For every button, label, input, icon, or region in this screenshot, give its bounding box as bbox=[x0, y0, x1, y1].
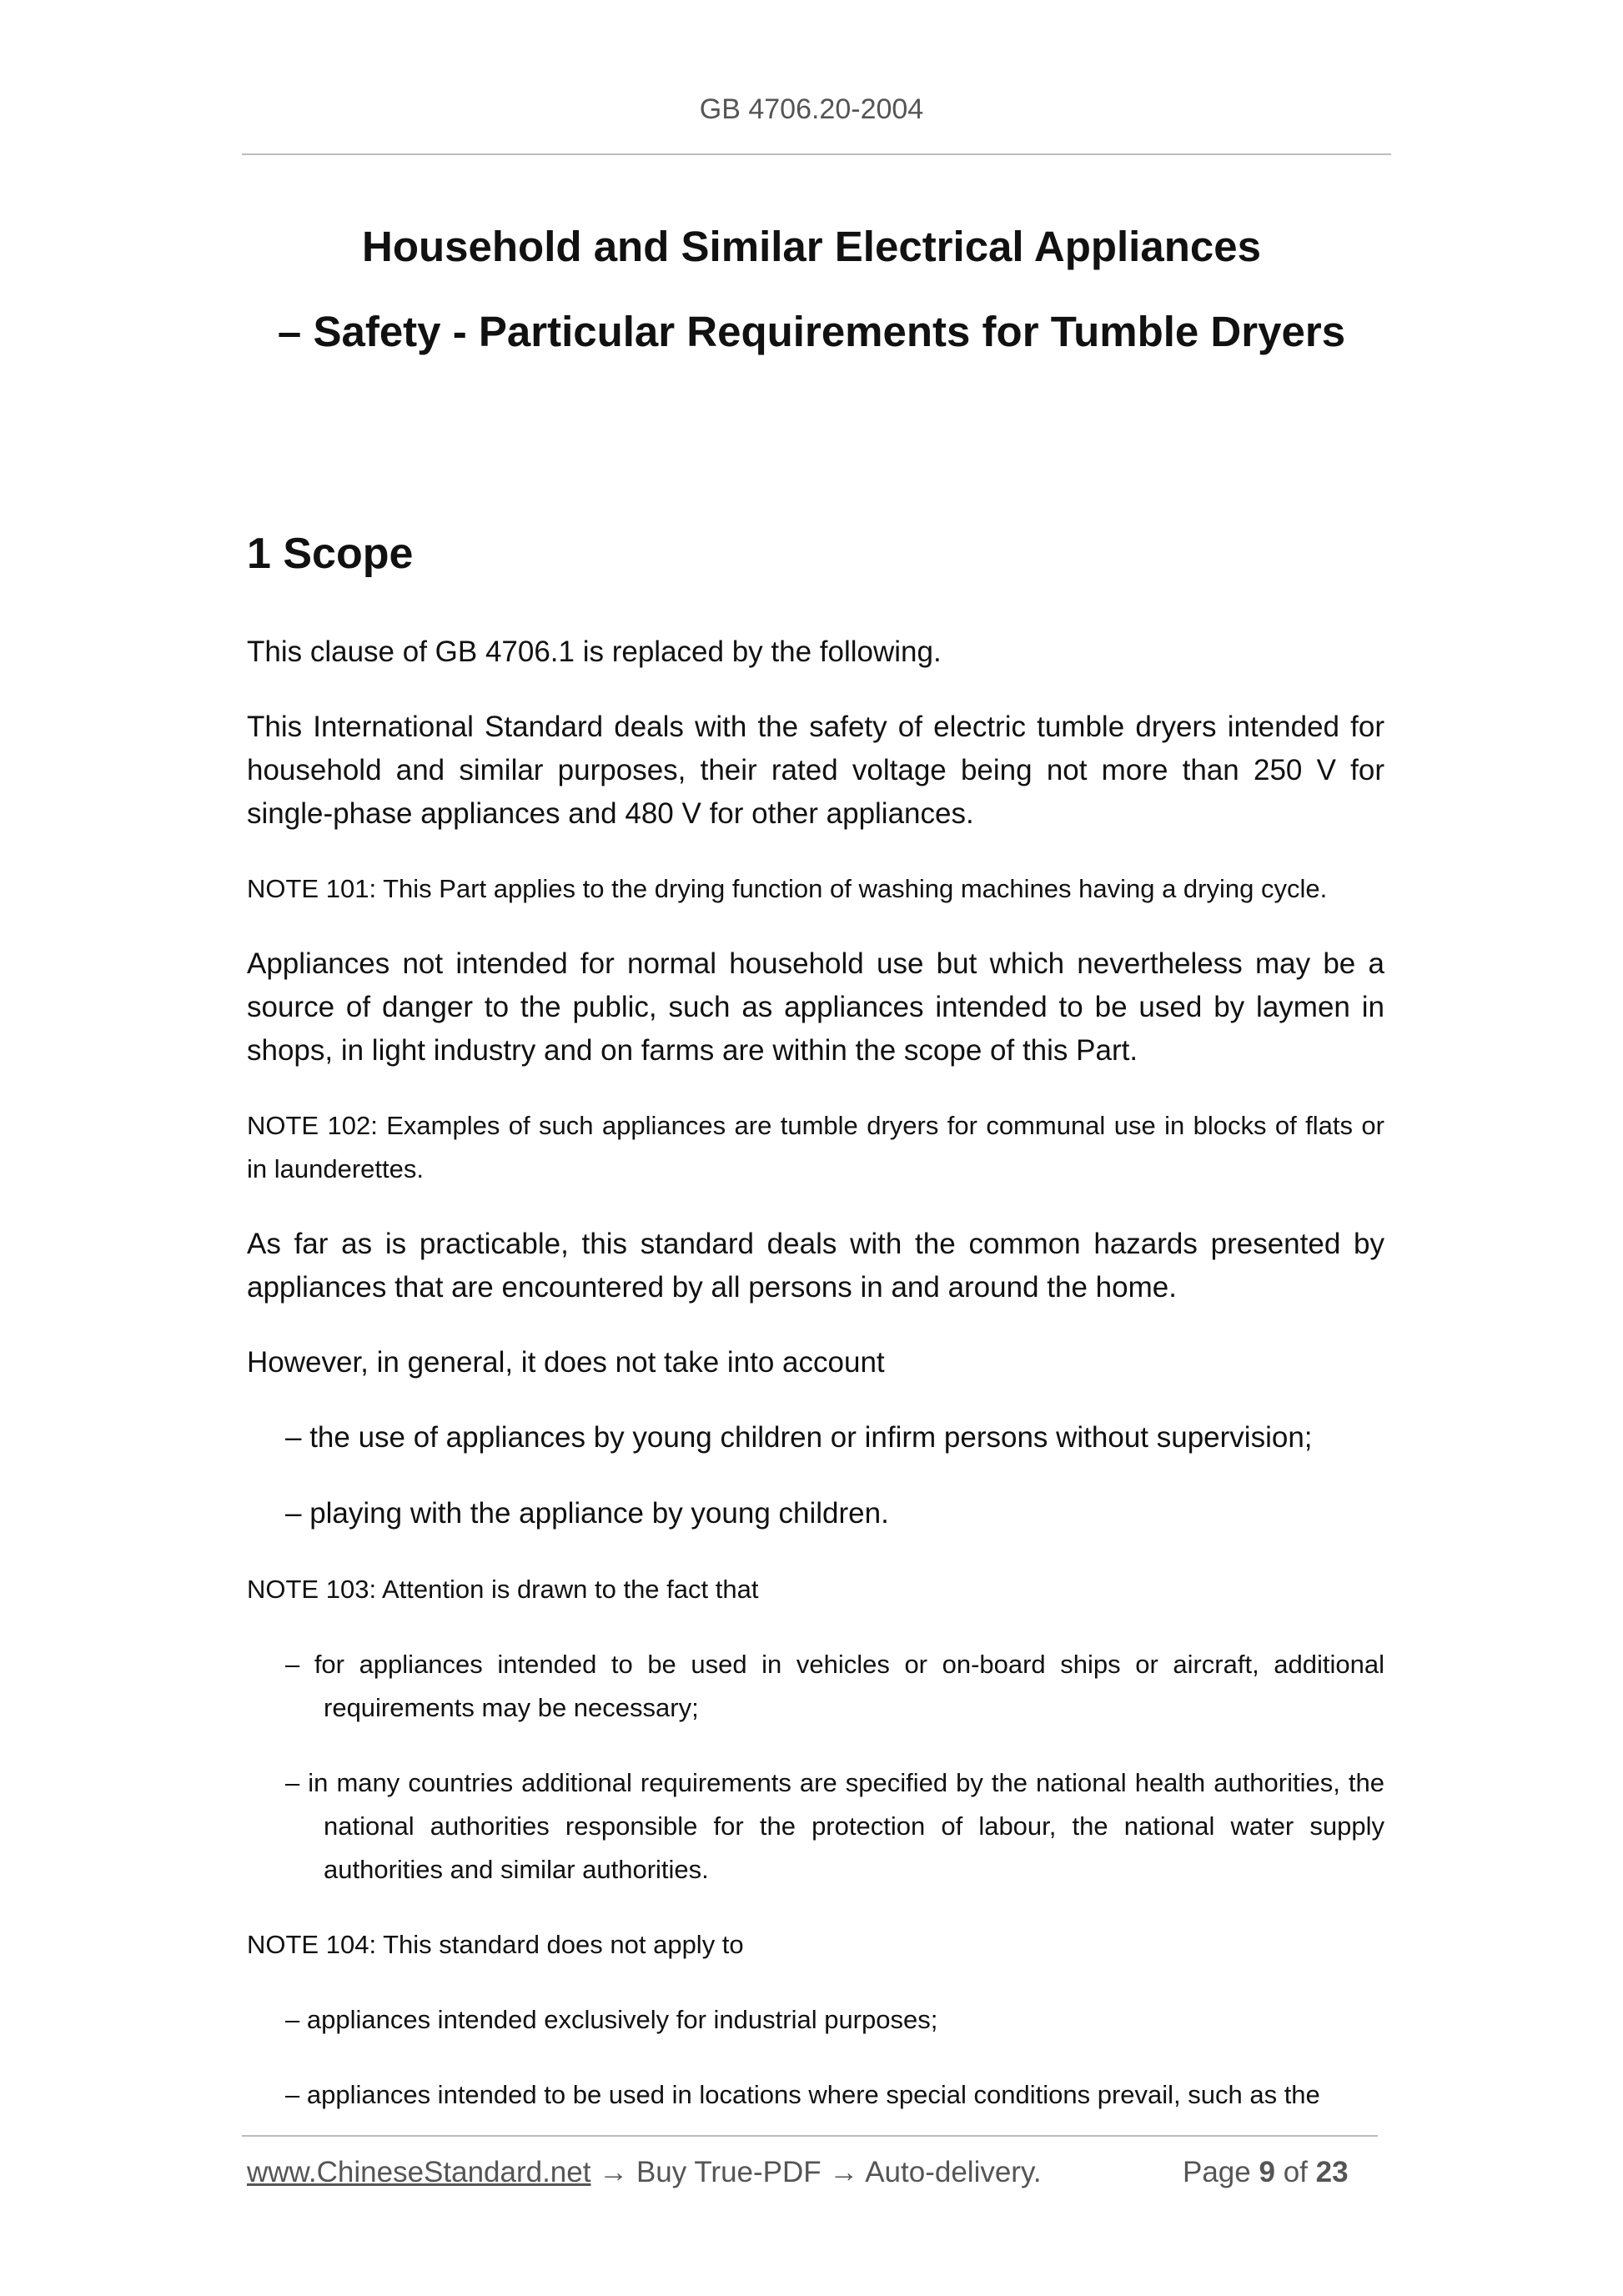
arrow-right-icon: → bbox=[829, 2156, 859, 2188]
list-item: – appliances intended to be used in locations where special conditions prevail, such as the bbox=[285, 2080, 1320, 2109]
page-label: Page bbox=[1183, 2156, 1251, 2188]
paragraph-text: This clause of GB 4706.1 is replaced by the following. bbox=[247, 636, 942, 668]
page-header-standard-code: GB 4706.20-2004 bbox=[699, 93, 924, 125]
document-title-line-1: Household and Similar Electrical Appliances bbox=[362, 223, 1261, 270]
list-item: – for appliances intended to be used in vehicles or on-board ships or aircraft, additional requirements may be necessary; bbox=[285, 1650, 1384, 1722]
note-103 bbox=[247, 1568, 1384, 1611]
paragraph-text: As far as is practicable, this standard deals with the common hazards presented by appliances that are encountered by all persons in and around the home. bbox=[247, 1228, 1384, 1304]
paragraph-scope-description bbox=[247, 706, 1384, 836]
note-101 bbox=[247, 867, 1384, 911]
paragraph-replaced-clause bbox=[247, 631, 1384, 674]
paragraph-text: This International Standard deals with the safety of electric tumble dryers intended for household and similar purposes, their rated voltage being not more than 250 V for single-phase appliances and 480 V for other appliances. bbox=[247, 711, 1384, 830]
footer-links bbox=[247, 2156, 1042, 2189]
paragraph-text: Appliances not intended for normal household use but which nevertheless may be a source of danger to the public, such as appliances intended to be used by laymen in shops, in light industry and on farms are within the scope of this Part. bbox=[247, 947, 1384, 1067]
note-text: NOTE 102: Examples of such appliances are tumble dryers for communal use in blocks of flats or in launderettes. bbox=[247, 1111, 1384, 1183]
paragraph-non-household bbox=[247, 942, 1384, 1073]
buy-true-pdf-text: Buy True-PDF bbox=[636, 2156, 822, 2188]
list-exclusions bbox=[247, 1416, 1384, 1459]
list-exclusions-2 bbox=[247, 1492, 1384, 1535]
of-label: of bbox=[1283, 2156, 1308, 2188]
section-heading-scope: 1 Scope bbox=[247, 530, 414, 578]
note-104-list-item-1 bbox=[247, 1998, 1384, 2042]
paragraph-common-hazards bbox=[247, 1223, 1384, 1309]
list-item: – in many countries additional requirements are specified by the national health authorities, the national authorities responsible for the protection of labour, the national water supply authorities and similar authorities. bbox=[285, 1768, 1384, 1884]
list-item: – playing with the appliance by young children. bbox=[285, 1497, 889, 1530]
note-104-list-item-2 bbox=[247, 2073, 1384, 2117]
note-text: NOTE 103: Attention is drawn to the fact that bbox=[247, 1575, 759, 1604]
note-104 bbox=[247, 1923, 1384, 1967]
header-divider bbox=[242, 153, 1391, 155]
auto-delivery-text: Auto-delivery. bbox=[865, 2156, 1042, 2188]
page-current: 9 bbox=[1259, 2156, 1275, 2188]
footer-divider bbox=[242, 2135, 1378, 2137]
document-title-line-2: – Safety - Particular Requirements for Tumble Dryers bbox=[277, 308, 1346, 355]
page-total: 23 bbox=[1315, 2156, 1349, 2188]
page-indicator bbox=[1183, 2156, 1349, 2189]
list-item: – the use of appliances by young children or infirm persons without supervision; bbox=[285, 1421, 1313, 1454]
note-103-list-item-1 bbox=[247, 1643, 1384, 1730]
paragraph-text: However, in general, it does not take into account bbox=[247, 1346, 885, 1379]
list-item: – appliances intended exclusively for industrial purposes; bbox=[285, 2005, 938, 2034]
note-102 bbox=[247, 1104, 1384, 1191]
note-103-list-item-2 bbox=[247, 1761, 1384, 1892]
note-text: NOTE 101: This Part applies to the drying function of washing machines having a drying cycle. bbox=[247, 874, 1328, 903]
note-text: NOTE 104: This standard does not apply to bbox=[247, 1930, 744, 1959]
website-link[interactable]: www.ChineseStandard.net bbox=[247, 2156, 591, 2188]
arrow-right-icon: → bbox=[599, 2156, 629, 2188]
paragraph-exclusions-intro bbox=[247, 1341, 1384, 1384]
